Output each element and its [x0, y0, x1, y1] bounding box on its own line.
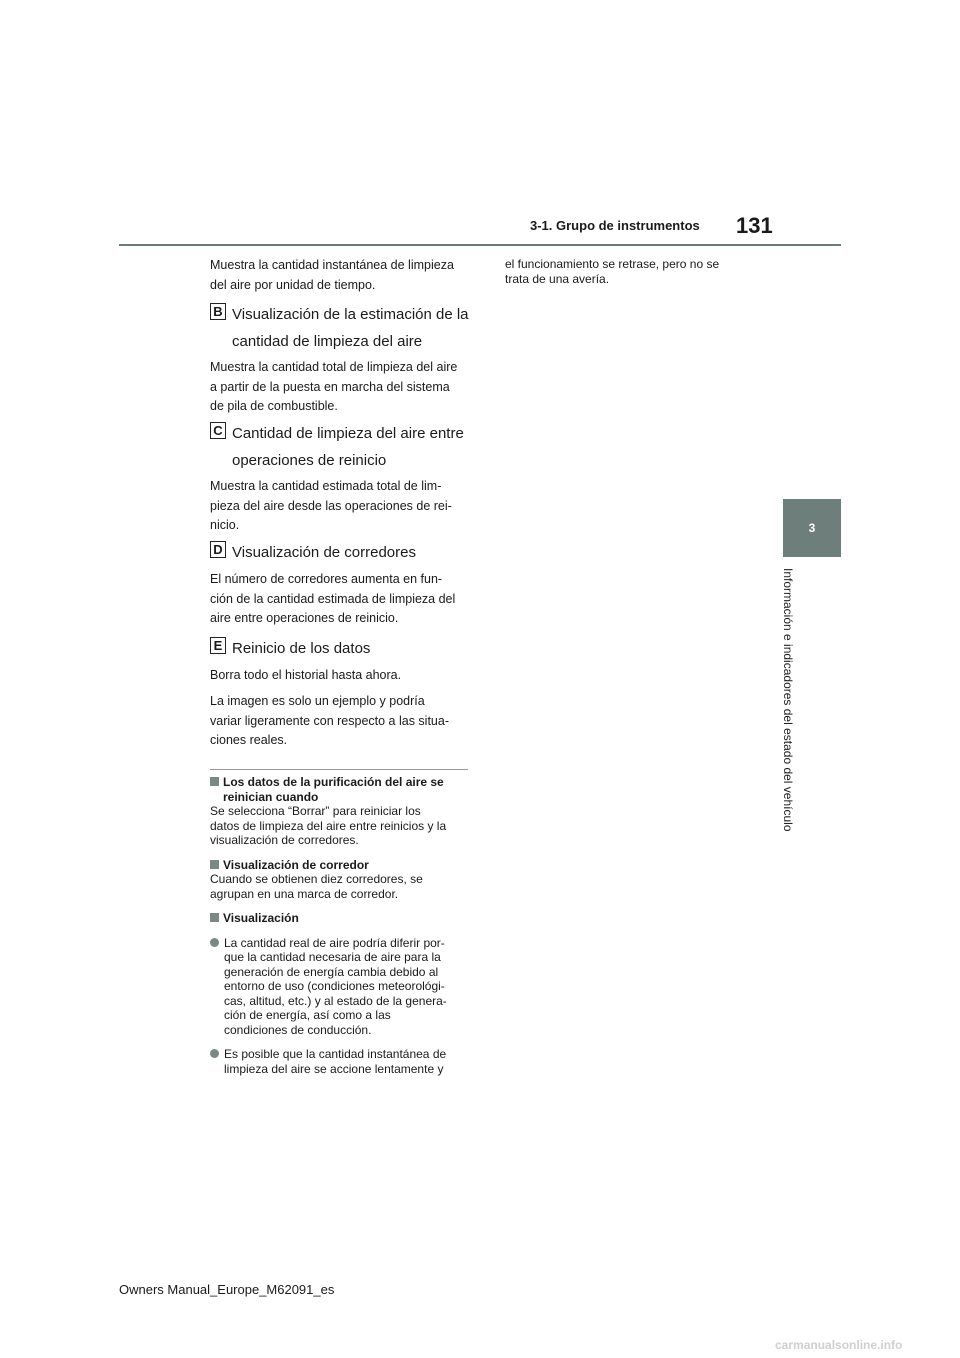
page-number: 131 [736, 213, 773, 238]
notes-divider [210, 769, 468, 770]
square-bullet-icon [210, 860, 219, 869]
note-heading [210, 911, 472, 926]
dot-bullet-icon [210, 1049, 219, 1058]
chapter-title-wrap [768, 568, 808, 878]
desc-line: ción de la cantidad estimada de limpieza del [210, 591, 456, 606]
note-line: La imagen es solo un ejemplo y podría [210, 694, 425, 708]
item-c [210, 421, 480, 536]
item-letter-box: D [210, 541, 226, 558]
bullet-line: condiciones de conducción. [224, 1022, 372, 1037]
note-heading-line: Visualización de corredor [223, 857, 369, 872]
intro-line: Muestra la cantidad instantánea de limpieza [210, 258, 454, 272]
item-d-heading [210, 540, 480, 566]
item-b [210, 302, 480, 417]
bullet-line: Es posible que la cantidad instantánea de [224, 1047, 447, 1061]
bullet-line: que la cantidad necesaria de aire para la [224, 950, 441, 964]
item-title: Reinicio de los datos [232, 640, 371, 657]
item-d [210, 540, 480, 629]
item-title-line: Visualización de la estimación de la [232, 306, 469, 323]
desc-line: Borra todo el historial hasta ahora. [210, 668, 402, 682]
item-desc [210, 358, 480, 417]
item-title: Visualización de corredores [232, 544, 416, 561]
bullet-line: limpieza del aire se accione lentamente y [224, 1061, 444, 1076]
note-heading-line: reinician cuando [223, 789, 319, 804]
note-line: agrupan en una marca de corredor. [210, 886, 399, 901]
note-line: Cuando se obtienen diez corredores, se [210, 872, 423, 886]
square-bullet-icon [210, 913, 219, 922]
section-title: 3-1. Grupo de instrumentos [530, 218, 700, 233]
intro-text [210, 256, 480, 295]
right-line: el funcionamiento se retrase, pero no se [505, 257, 720, 271]
note-heading [210, 858, 472, 873]
item-title [232, 302, 469, 328]
square-bullet-icon [210, 777, 219, 786]
desc-line: Muestra la cantidad total de limpieza del aire [210, 360, 458, 374]
item-title-line: Cantidad de limpieza del aire entre [232, 425, 464, 442]
item-desc [210, 666, 480, 686]
item-b-heading [210, 302, 480, 328]
note-line: datos de limpieza del aire entre reinicios y la [210, 818, 447, 833]
image-note [210, 692, 480, 751]
item-letter-box: E [210, 637, 226, 654]
item-c-heading [210, 421, 480, 447]
note-line: Se selecciona “Borrar” para reiniciar los [210, 804, 421, 818]
header-rule [119, 244, 841, 246]
note-line: visualización de corredores. [210, 833, 359, 847]
chapter-tab: 3 [783, 499, 841, 557]
bullet-line: generación de energía cambia debido al [224, 964, 439, 979]
right-column-text [505, 257, 775, 286]
desc-line: a partir de la puesta en marcha del sistema [210, 379, 450, 394]
note-text [210, 872, 472, 901]
bullet-line: La cantidad real de aire podría diferir por- [224, 935, 445, 950]
note-heading-line: Los datos de la purificación del aire se [223, 775, 444, 789]
note-line: ciones reales. [210, 733, 288, 747]
note-heading-line: Visualización [223, 911, 299, 925]
item-desc [210, 477, 480, 536]
item-e-heading [210, 636, 480, 662]
bullet-item [210, 1047, 472, 1076]
desc-line: El número de corredores aumenta en fun- [210, 572, 443, 586]
bullet-item [210, 936, 472, 1038]
watermark: carmanualsonline.info [775, 1338, 903, 1352]
item-title [232, 421, 464, 447]
intro-line: del aire por unidad de tiempo. [210, 277, 376, 292]
note-line: variar ligeramente con respecto a las situa- [210, 713, 450, 728]
item-title-line: operaciones de reinicio [232, 452, 387, 469]
notes-section [210, 775, 472, 1076]
item-desc [210, 570, 480, 629]
item-title-line: cantidad de limpieza del aire [232, 333, 423, 350]
desc-line: de pila de combustible. [210, 399, 338, 413]
desc-line: aire entre operaciones de reinicio. [210, 611, 399, 625]
item-e [210, 636, 480, 686]
bullet-line: ción de energía, así como a las [224, 1008, 391, 1022]
item-letter-box: C [210, 422, 226, 439]
right-line: trata de una avería. [505, 271, 610, 286]
desc-line: Muestra la cantidad estimada total de lim- [210, 479, 442, 493]
item-letter-box: B [210, 303, 226, 320]
desc-line: pieza del aire desde las operaciones de rei- [210, 498, 452, 513]
dot-bullet-icon [210, 938, 219, 947]
note-text [210, 804, 472, 848]
note-heading [210, 775, 472, 804]
footer-doc-id: Owners Manual_Europe_M62091_es [119, 1282, 335, 1297]
desc-line: nicio. [210, 518, 240, 532]
bullet-line: entorno de uso (condiciones meteorológi- [224, 979, 445, 993]
chapter-title: Información e indicadores del estado del vehículo [781, 568, 795, 832]
bullet-line: cas, altitud, etc.) y al estado de la genera- [224, 993, 447, 1008]
